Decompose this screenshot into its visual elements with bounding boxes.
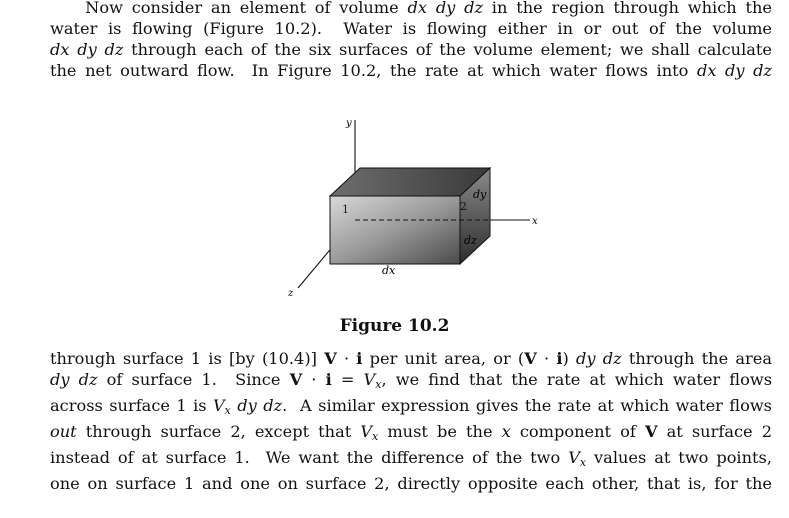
text-line: one on surface 1 and one on surface 2, directly opposite each other, that is, for the (50, 474, 772, 493)
text-line: instead of at surface 1. We want the difference of the two $V_x$ values at two points, (50, 448, 772, 469)
text-line: out through surface 2, except that $V_x$ must be the x component of V at surface 2 (50, 422, 772, 443)
label-dx: dx (382, 264, 396, 277)
box-front-face (330, 196, 460, 264)
surface-1-label: 1 (342, 203, 349, 216)
text-line: through surface 1 is [by (10.4)] V · i per unit area, or (V · i) dy dz through the area (50, 349, 772, 368)
volume-element-figure (280, 112, 540, 302)
surface-2-label: 2 (460, 200, 467, 213)
axis-label-x: x (532, 216, 538, 227)
label-dy: dy (473, 188, 487, 201)
paragraph-bottom (50, 348, 772, 494)
text-line: dx dy dz through each of the six surfaces of the volume element; we shall calculate (50, 40, 772, 59)
text-line: dy dz of surface 1. Since $V \cdot i = V_x$, we find that the rate at which water flows (50, 370, 773, 391)
paragraph-top (50, 0, 772, 81)
label-dz: dz (464, 234, 477, 247)
text-line: water is flowing (Figure 10.2). Water is flowing either in or out of the volume (50, 19, 772, 38)
figure-caption: Figure 10.2 (339, 316, 450, 336)
text-line: across surface 1 is $V_x$ dy dz. A similar expression gives the rate at which water flows (50, 396, 772, 417)
text-line: Now consider an element of volume dx dy dz in the region through which the (50, 0, 772, 17)
text-line: the net outward flow. In Figure 10.2, the rate at which water flows into dx dy dz (50, 61, 772, 80)
axis-label-y: y (346, 118, 352, 129)
axis-label-z: z (288, 288, 294, 299)
